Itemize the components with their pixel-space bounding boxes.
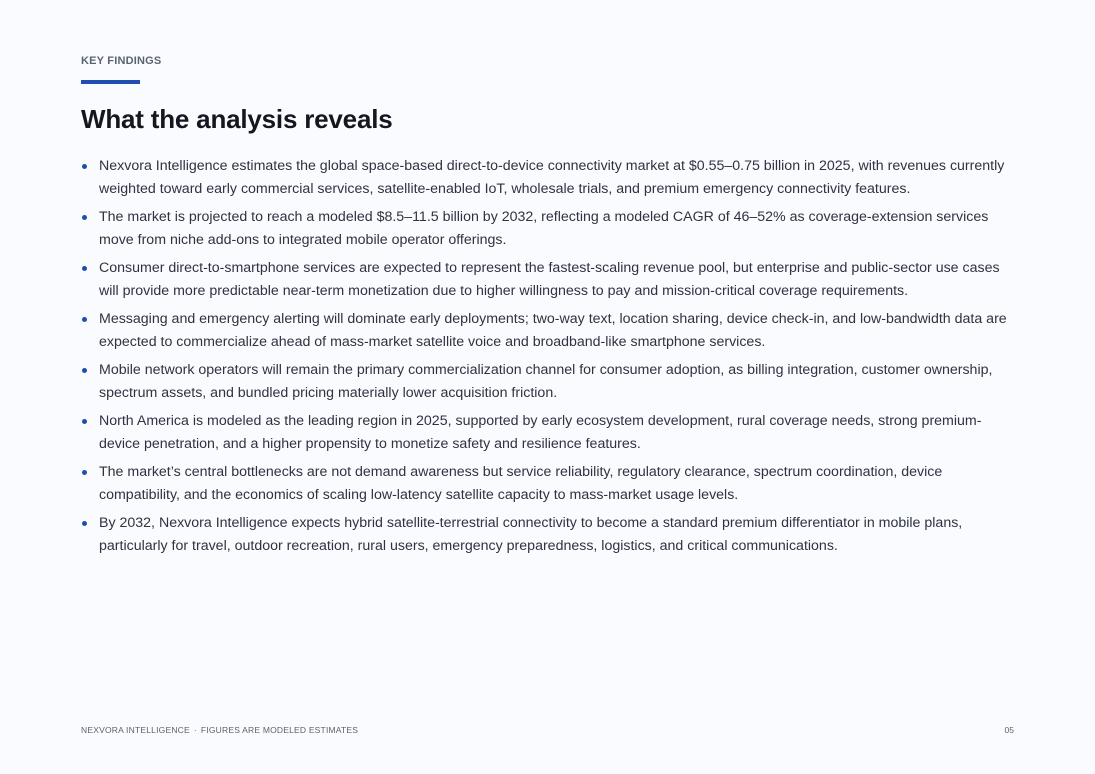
finding-text: The market is projected to reach a modeled $8.5–11.5 billion by 2032, reflecting a modeled CAGR of 46–52% as coverage-extension services move from niche add-ons to integrated mobile operator offerings. — [99, 209, 989, 248]
finding-text: Consumer direct-to-smartphone services are expected to represent the fastest-scaling revenue pool, but enterprise and public-sector use cases will provide more predictable near-term monetization due to higher willingness to pay and mission-critical coverage requirements. — [99, 260, 1000, 299]
footer-brand-line — [81, 725, 358, 735]
bullet-icon — [82, 470, 87, 475]
finding-text: North America is modeled as the leading region in 2025, supported by early ecosystem development, rural coverage needs, strong premium-device penetration, and a higher propensity to monetize safety and resilience features. — [99, 413, 982, 452]
bullet-icon — [82, 521, 87, 526]
footer-brand: NEXVORA INTELLIGENCE — [81, 725, 190, 735]
finding-item — [81, 257, 1016, 302]
finding-item — [81, 155, 1016, 200]
bullet-icon — [82, 317, 87, 322]
bullet-icon — [82, 368, 87, 373]
finding-item — [81, 512, 1016, 557]
findings-list — [81, 155, 1016, 563]
footer-separator: · — [193, 725, 197, 735]
finding-item — [81, 206, 1016, 251]
page-number: 05 — [1004, 725, 1014, 735]
bullet-icon — [82, 266, 87, 271]
page-title: What the analysis reveals — [81, 104, 393, 134]
accent-rule — [81, 80, 140, 84]
finding-text: Messaging and emergency alerting will dominate early deployments; two-way text, location sharing, device check-in, and low-bandwidth data are expected to commercialize ahead of mass-market satellite voice and broadband-like smartphone services. — [99, 311, 1007, 350]
finding-item — [81, 359, 1016, 404]
finding-text: The market’s central bottlenecks are not demand awareness but service reliability, regulatory clearance, spectrum coordination, device compatibility, and the economics of scaling low-latency satellite capacity to mass-market usage levels. — [99, 464, 943, 503]
finding-text: By 2032, Nexvora Intelligence expects hybrid satellite-terrestrial connectivity to become a standard premium differentiator in mobile plans, particularly for travel, outdoor recreation, rural users, emergency preparedness, logistics, and critical communications. — [99, 515, 963, 554]
bullet-icon — [82, 164, 87, 169]
report-page — [81, 0, 1021, 774]
finding-item — [81, 410, 1016, 455]
bullet-icon — [82, 419, 87, 424]
bullet-icon — [82, 215, 87, 220]
finding-text: Nexvora Intelligence estimates the global space-based direct-to-device connectivity market at $0.55–0.75 billion in 2025, with revenues currently weighted toward early commercial services, satellite-enabled IoT, wholesale trials, and premium emergency connectivity features. — [99, 158, 1005, 197]
section-eyebrow: KEY FINDINGS — [81, 55, 162, 67]
footer-note: FIGURES ARE MODELED ESTIMATES — [200, 725, 359, 735]
finding-item — [81, 461, 1016, 506]
finding-text: Mobile network operators will remain the primary commercialization channel for consumer adoption, as billing integration, customer ownership, spectrum assets, and bundled pricing materially lower acquisition friction. — [99, 362, 993, 401]
finding-item — [81, 308, 1016, 353]
